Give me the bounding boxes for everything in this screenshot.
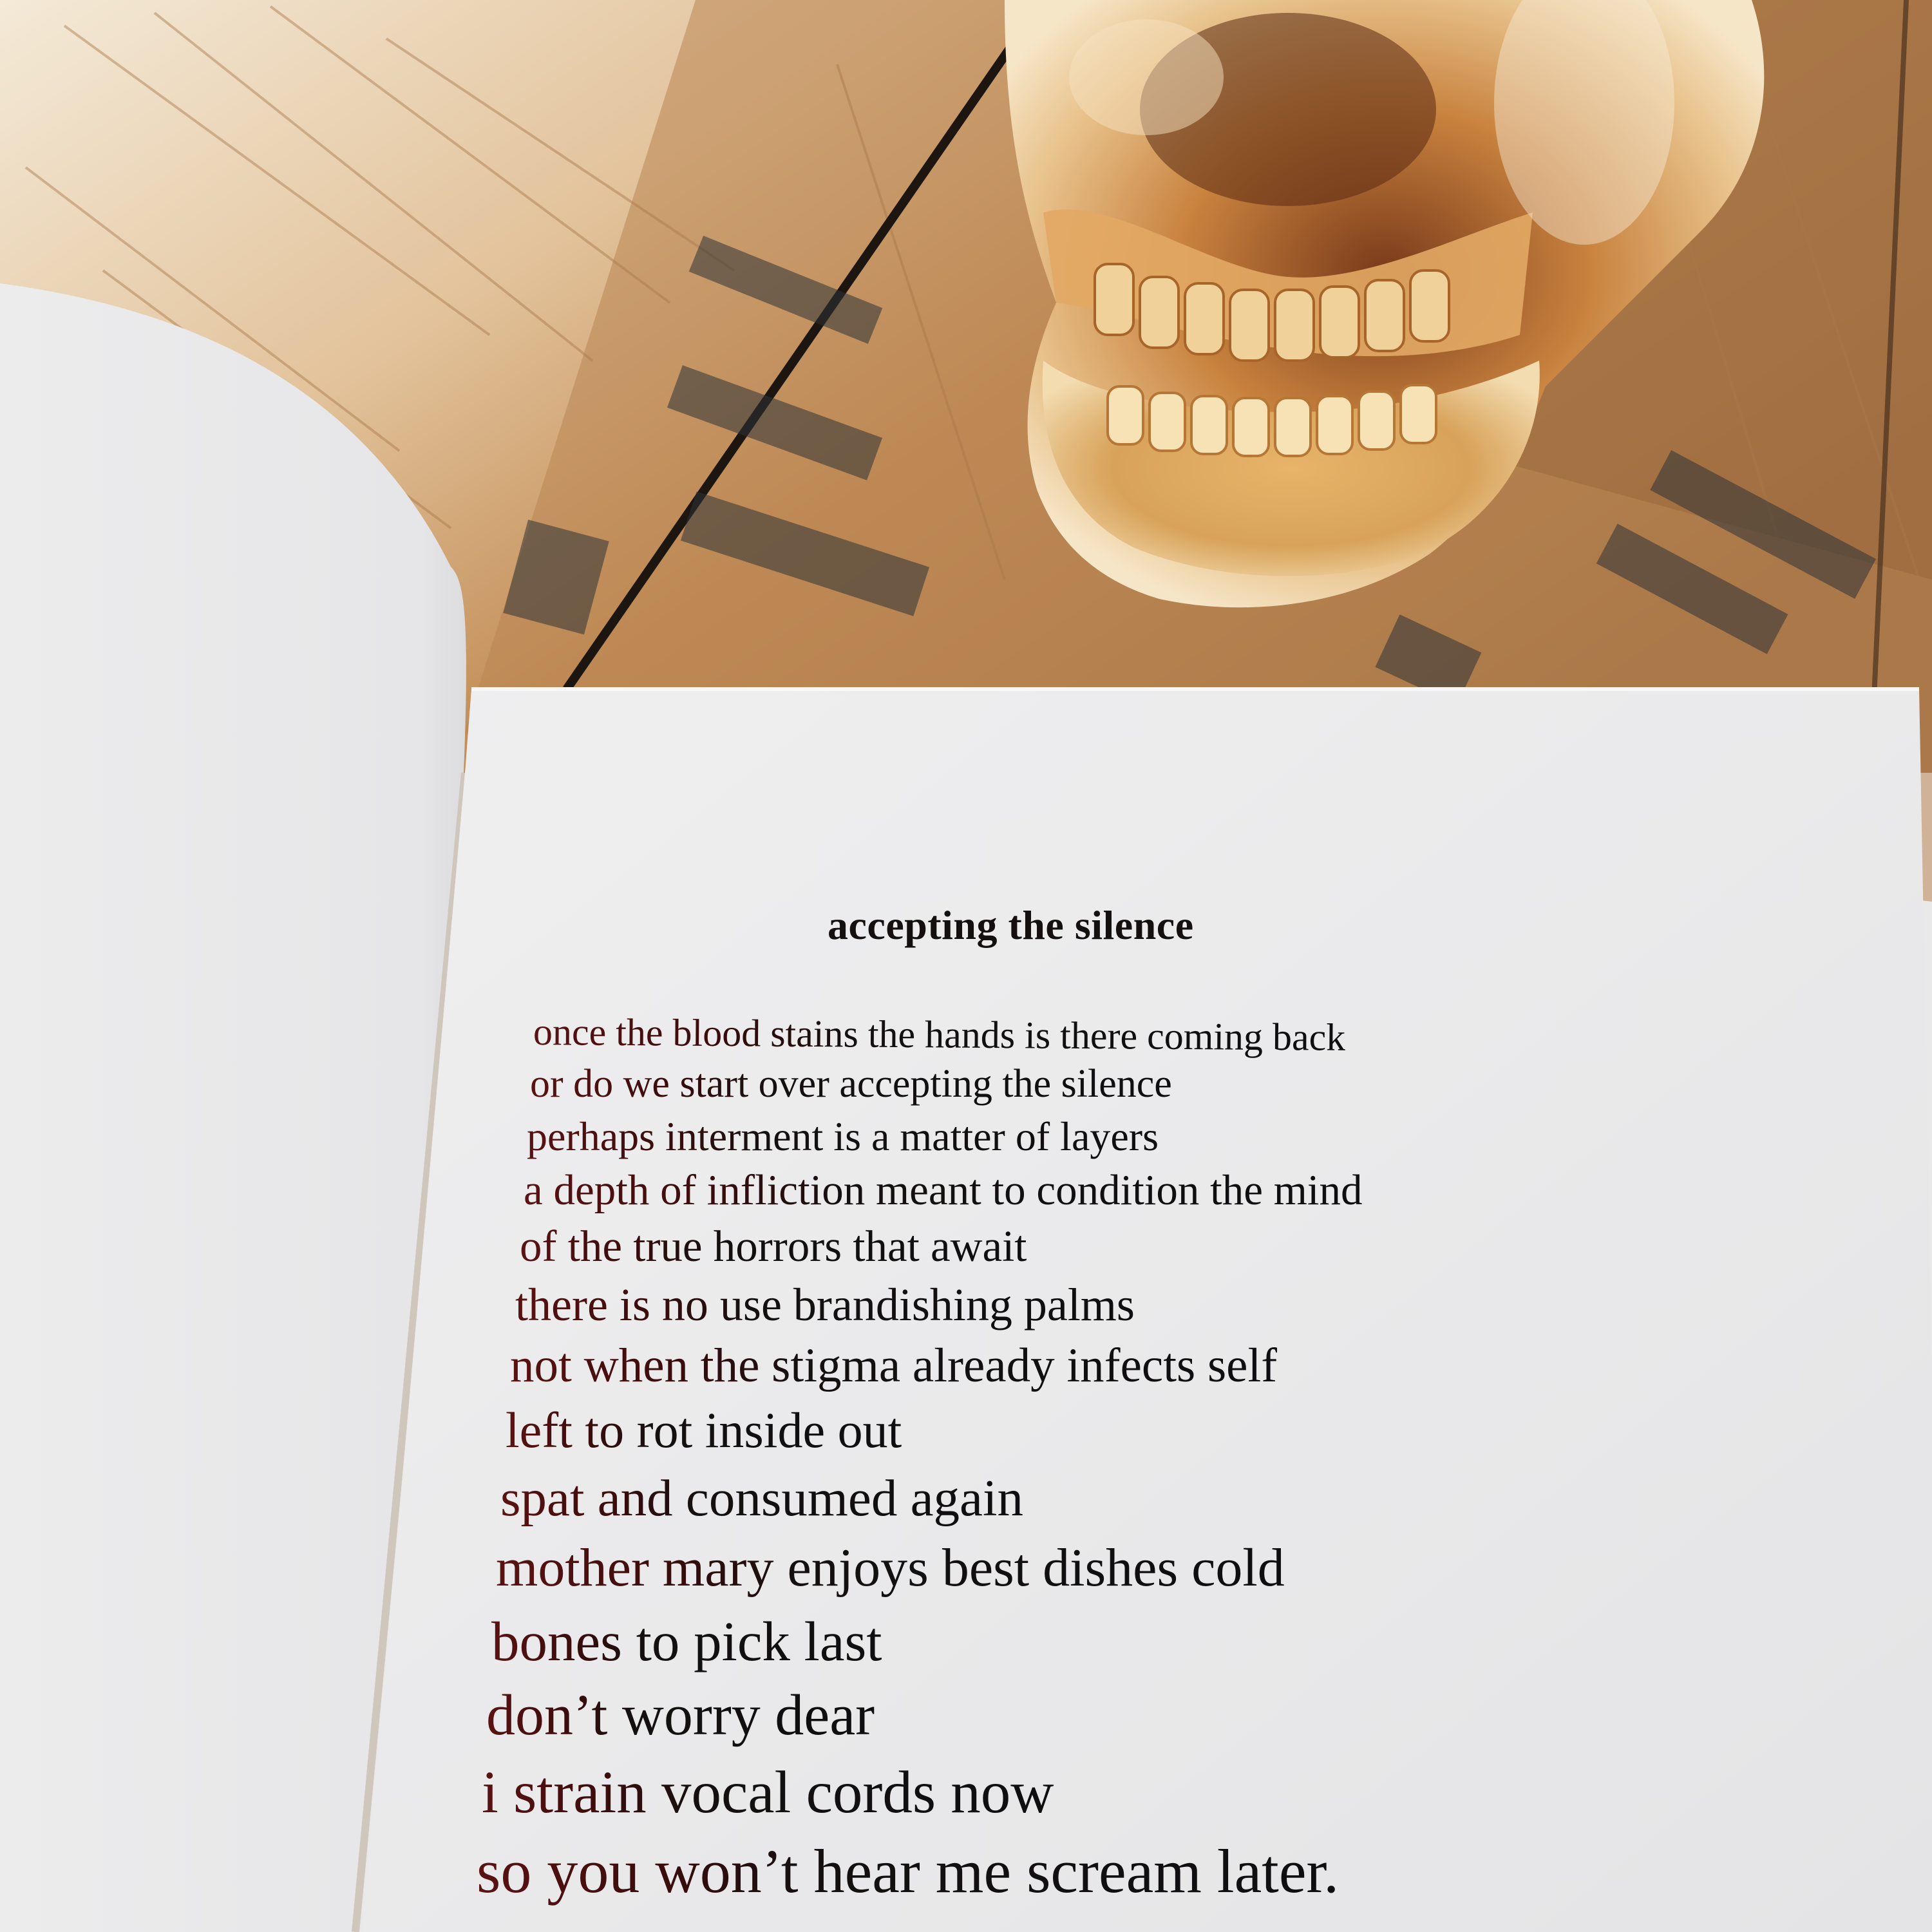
poem-title: accepting the silence: [828, 902, 1194, 948]
right-book-page: [362, 689, 1932, 1932]
